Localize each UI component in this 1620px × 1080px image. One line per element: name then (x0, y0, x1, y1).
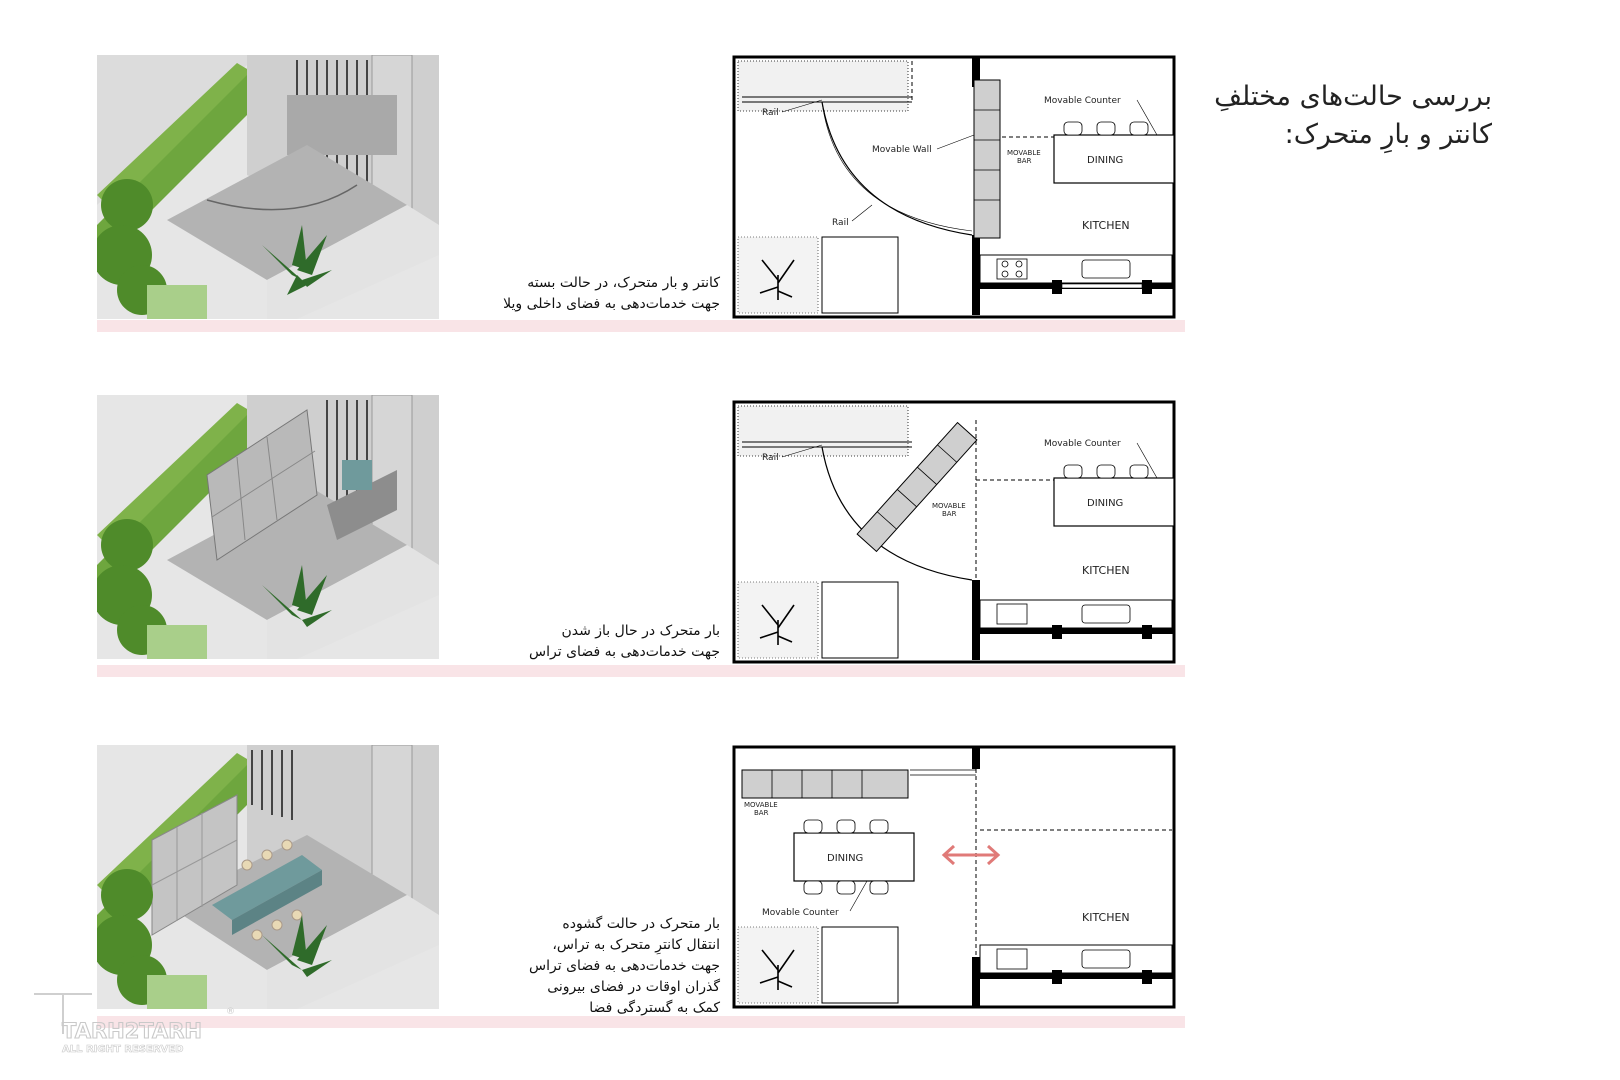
rail-label-1: Rail (762, 108, 779, 118)
row-2-band (97, 665, 1185, 677)
movable-bar-label-1: MOVABLE (744, 801, 778, 809)
kitchen-label: KITCHEN (1082, 564, 1130, 577)
dining-label: DINING (1087, 155, 1124, 166)
rail-label-2: Rail (832, 218, 849, 228)
movable-bar-label-2: BAR (1017, 157, 1032, 165)
watermark-mark: ® (226, 1007, 235, 1017)
rail-label-1: Rail (762, 453, 779, 463)
render-closed-state (97, 55, 439, 319)
plan-opening-state (732, 400, 1176, 664)
page-title (1214, 78, 1492, 154)
movable-bar-label-2: BAR (942, 510, 957, 518)
plan-closed-state (732, 55, 1176, 319)
dining-label: DINING (827, 853, 864, 864)
movable-bar-label-1: MOVABLE (932, 502, 966, 510)
movable-counter-label: Movable Counter (762, 908, 839, 918)
movable-bar-label-2: BAR (754, 809, 769, 817)
title-line-1: بررسی حالت‌های مختلفِ (1214, 81, 1492, 112)
row-3-caption: بار متحرک در حالت گشوده انتقال کانترِ متحرک به تراس، جهت خدمات‌دهی به فضای تراس گذران اوقات در فضای بیرونی کمک به گستردگی فضا (529, 916, 720, 1016)
row-1-band (97, 320, 1185, 332)
title-line-2: کانتر و بارِ متحرک: (1284, 119, 1492, 150)
render-open-state (97, 745, 439, 1009)
row-2-caption: بار متحرک در حال باز شدن جهت خدمات‌دهی به فضای تراس (529, 623, 720, 660)
movable-counter-label: Movable Counter (1044, 439, 1121, 449)
dining-label: DINING (1087, 498, 1124, 509)
watermark-brand: TARH2TARH (62, 1019, 202, 1043)
watermark-rights: ALL RIGHT RESERVED (62, 1044, 184, 1055)
kitchen-label: KITCHEN (1082, 219, 1130, 232)
movable-wall-label: Movable Wall (872, 145, 932, 155)
watermark-logo (30, 990, 240, 1060)
movable-bar-label-1: MOVABLE (1007, 149, 1041, 157)
movable-counter-label: Movable Counter (1044, 96, 1121, 106)
render-opening-state (97, 395, 439, 659)
plan-open-state (732, 745, 1176, 1009)
kitchen-label: KITCHEN (1082, 911, 1130, 924)
row-1-caption: کانتر و بار متحرک، در حالت بسته جهت خدمات‌دهی به فضای داخلی ویلا (503, 275, 720, 312)
